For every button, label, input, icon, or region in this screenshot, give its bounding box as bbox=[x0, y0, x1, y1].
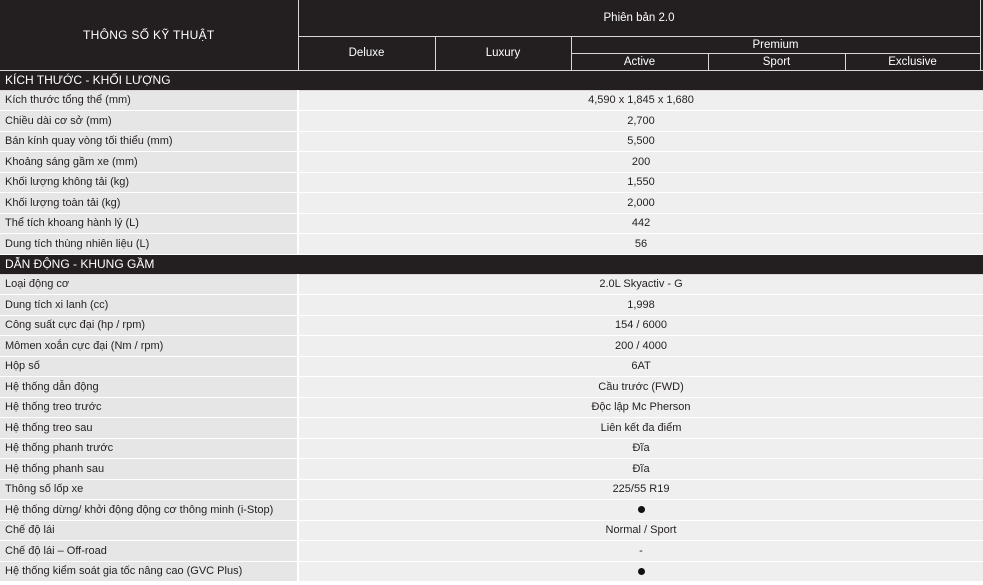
spec-label: Hệ thống kiểm soát gia tốc nâng cao (GVC Plus) bbox=[0, 561, 298, 582]
spec-row bbox=[0, 561, 983, 582]
spec-row bbox=[0, 172, 983, 193]
spec-label: Mômen xoắn cực đại (Nm / rpm) bbox=[0, 336, 298, 357]
spec-value: - bbox=[298, 541, 983, 562]
spec-value: Đĩa bbox=[298, 438, 983, 459]
section-header bbox=[0, 254, 983, 274]
spec-label: Chế độ lái bbox=[0, 520, 298, 541]
spec-row bbox=[0, 213, 983, 234]
spec-label: Chiều dài cơ sở (mm) bbox=[0, 111, 298, 132]
spec-row bbox=[0, 315, 983, 336]
spec-value: Cầu trước (FWD) bbox=[298, 377, 983, 398]
spec-value: 1,998 bbox=[298, 295, 983, 316]
spec-label: Chế độ lái – Off-road bbox=[0, 541, 298, 562]
spec-label: Khối lượng không tải (kg) bbox=[0, 172, 298, 193]
spec-label: Hệ thống treo sau bbox=[0, 418, 298, 439]
spec-value bbox=[298, 561, 983, 582]
spec-label: Kích thước tổng thể (mm) bbox=[0, 90, 298, 111]
spec-value: 2,700 bbox=[298, 111, 983, 132]
trim-premium: Premium bbox=[571, 36, 980, 53]
section-title: DẪN ĐỘNG - KHUNG GẦM bbox=[0, 254, 983, 274]
spec-row bbox=[0, 295, 983, 316]
spec-value: 442 bbox=[298, 213, 983, 234]
standard-feature-dot-icon bbox=[638, 568, 645, 575]
spec-value: 200 / 4000 bbox=[298, 336, 983, 357]
spec-label: Loại động cơ bbox=[0, 274, 298, 295]
spec-label: Hệ thống dẫn động bbox=[0, 377, 298, 398]
spec-label: Khối lượng toàn tải (kg) bbox=[0, 193, 298, 214]
spec-label: Thể tích khoang hành lý (L) bbox=[0, 213, 298, 234]
spec-table-header bbox=[0, 0, 983, 70]
spec-label: Dung tích thùng nhiên liệu (L) bbox=[0, 234, 298, 255]
spec-label: Khoảng sáng gầm xe (mm) bbox=[0, 152, 298, 173]
spec-value: 200 bbox=[298, 152, 983, 173]
spec-title: THÔNG SỐ KỸ THUẬT bbox=[0, 0, 298, 70]
spec-row bbox=[0, 356, 983, 377]
spec-value: 5,500 bbox=[298, 131, 983, 152]
trim-exclusive: Exclusive bbox=[845, 53, 980, 70]
spec-row bbox=[0, 336, 983, 357]
spec-label: Bán kính quay vòng tối thiểu (mm) bbox=[0, 131, 298, 152]
section-title: KÍCH THƯỚC - KHỐI LƯỢNG bbox=[0, 70, 983, 90]
spec-value: Độc lập Mc Pherson bbox=[298, 397, 983, 418]
spec-label: Hệ thống treo trước bbox=[0, 397, 298, 418]
spec-label: Thông số lốp xe bbox=[0, 479, 298, 500]
spec-label: Hệ thống dừng/ khởi động động cơ thông minh (i-Stop) bbox=[0, 500, 298, 521]
spec-value bbox=[298, 500, 983, 521]
spec-table-body bbox=[0, 70, 983, 582]
spec-value: 6AT bbox=[298, 356, 983, 377]
spec-row bbox=[0, 520, 983, 541]
spec-value: 2,000 bbox=[298, 193, 983, 214]
trim-luxury: Luxury bbox=[435, 36, 571, 70]
spec-value: 225/55 R19 bbox=[298, 479, 983, 500]
spec-row bbox=[0, 397, 983, 418]
trim-deluxe: Deluxe bbox=[298, 36, 435, 70]
spec-value: Normal / Sport bbox=[298, 520, 983, 541]
spec-row bbox=[0, 111, 983, 132]
spec-value: 1,550 bbox=[298, 172, 983, 193]
spec-row bbox=[0, 377, 983, 398]
spec-row bbox=[0, 234, 983, 255]
spec-label: Dung tích xi lanh (cc) bbox=[0, 295, 298, 316]
spec-value: Đĩa bbox=[298, 459, 983, 480]
spec-row bbox=[0, 500, 983, 521]
spec-label: Công suất cực đại (hp / rpm) bbox=[0, 315, 298, 336]
standard-feature-dot-icon bbox=[638, 506, 645, 513]
spec-row bbox=[0, 274, 983, 295]
spec-value: 4,590 x 1,845 x 1,680 bbox=[298, 90, 983, 111]
spec-row bbox=[0, 90, 983, 111]
spec-row bbox=[0, 152, 983, 173]
spec-row bbox=[0, 479, 983, 500]
spec-row bbox=[0, 418, 983, 439]
spec-value: 154 / 6000 bbox=[298, 315, 983, 336]
spec-value: 2.0L Skyactiv - G bbox=[298, 274, 983, 295]
spec-label: Hệ thống phanh trước bbox=[0, 438, 298, 459]
spec-row bbox=[0, 541, 983, 562]
version-header: Phiên bản 2.0 bbox=[298, 0, 980, 36]
spec-label: Hệ thống phanh sau bbox=[0, 459, 298, 480]
spec-label: Hộp số bbox=[0, 356, 298, 377]
spec-row bbox=[0, 438, 983, 459]
trim-sport: Sport bbox=[708, 53, 845, 70]
spec-row bbox=[0, 459, 983, 480]
spec-value: 56 bbox=[298, 234, 983, 255]
section-header bbox=[0, 70, 983, 90]
spec-row bbox=[0, 131, 983, 152]
trim-active: Active bbox=[571, 53, 708, 70]
spec-value: Liên kết đa điểm bbox=[298, 418, 983, 439]
spec-row bbox=[0, 193, 983, 214]
